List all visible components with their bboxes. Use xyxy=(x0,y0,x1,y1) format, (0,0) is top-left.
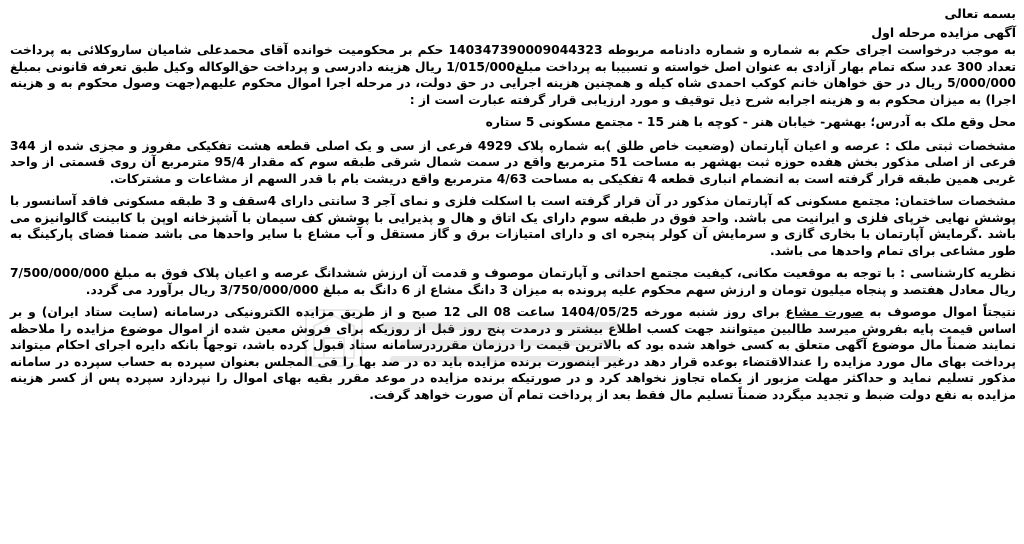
bismillah-heading: بسمه تعالی xyxy=(944,6,1016,21)
conclusion-rest: برای روز شنبه مورخه 1404/05/25 ساعت 08 الی 12 صبح و از طریق مزایده الکترونیکی درسامانه (سایت ستاد ایران) و بر اساس قیمت پایه بفروش میرسد طالبین میتوانند جهت کسب اطلاع بیشتر و درمدت پنج روز قبل از روزیکه برای فروش معین شده از اموال موضوع مزایده را ملاحظه نمایند ضمناً مال موضوع آگهی متعلق به کسی خواهد شده بود که بالاترین قیمت را درزمان مقرردرسامانه ستاد قبول کرده باشد، توجهاً بانکه دایره اجرای احکام میتواند پرداخت بهای مال مورد مزایده را عندالاقتضاء بوعده قرار دهد درغیر اینصورت برنده مزایده باید ده در صد بها را فی المجلس بعنوان سپرده به حساب سپرده در سامانه مذکور تسلیم نماید و حداکثر مهلت مزبور از یکماه تجاوز نخواهد کرد و در صورتیکه برنده مزایده در موعد مقرر بقیه بهای اموال را نپردازد سپرده پس از کسر هزینه مزایده به نفع دولت ضبط و تجدید میگردد ضمناً تسلیم مال فقط بعد از پرداخت تمام آن صورت خواهد گرفت. xyxy=(10,305,1016,402)
conclusion-underlined-term: صورت مشاع xyxy=(785,305,864,319)
expert-opinion-paragraph: نظریه کارشناسی : با توجه به موقعیت مکانی، کیفیت مجتمع احداثی و آپارتمان موصوف و قدمت آن ارزش ششدانگ عرصه و اعیان پلاک فوق به مبلغ 7/500/000/000 ریال معادل هفتصد و پنجاه میلیون تومان و ارزش سهم محکوم علیه پرونده به میزان 3 دانگ مشاع از 6 دانگ به مبلغ 3/750/000/000 ریال برآورد می گردد. xyxy=(10,266,1016,297)
conclusion-prefix: نتیجتاً اموال موصوف به xyxy=(863,305,1016,319)
conclusion-paragraph xyxy=(10,304,1016,403)
building-paragraph: مشخصات ساختمان: مجتمع مسکونی که آپارتمان مذکور در آن قرار گرفته است با اسکلت فلزی و نمای آجر 3 سانتی دارای 4سقف و 3 طبقه مسکونی فاقد آسانسور با پوشش نهایی خرپای فلزی و ایرانیت می باشد. واحد فوق در طبقه سوم دارای یک اتاق و هال و پذیرایی با پوشش کف سیمان با آشپزخانه اوپن با کابینت گالوانیزه می باشد .گرمایش آپارتمان با بخاری گازی و سرمایش آن کولر پنجره ای و دارای امتیازات برق و گاز مستقل و آب مشاع با سایر واحدها می باشد ضمنا فضای پارکینگ به طور مشاعی برای تمام واحدها می باشد. xyxy=(10,194,1016,258)
intro-paragraph: به موجب درخواست اجرای حکم به شماره و شماره دادنامه مربوطه 140347390009044323 حکم بر محکومیت خوانده آقای محمدعلی شامیان ساروکلائی به پرداخت تعداد 300 عدد سکه تمام بهار آزادی به عنوان اصل خواسته و تسبیبا به پرداخت مبلغ1/015/000 ریال هزینه دادرسی و پرداخت حق‌الوکاله وکیل طبق تعرفه قانونی بمبلغ 5/000/000 ریال در حق خواهان خانم کوکب احمدی شاه کیله و همچنین هزینه اجرایی در حق دولت، در مرحله اجرا اموال محکوم علیهم(جهت وصول محکوم به و هزینه اجرا) به میزان محکوم به و هزینه اجرابه شرح ذیل توقیف و مورد ارزیابی قرار گرفته عبارت است از : xyxy=(10,43,1017,107)
location-paragraph: محل وقع ملک به آدرس؛ بهشهر- خیابان هنر - کوچه با هنر 15 - مجتمع مسکونی 5 ستاره xyxy=(485,115,1016,129)
registry-paragraph: مشخصات ثبتی ملک : عرصه و اعیان آپارتمان (وضعیت خاص طلق )به شماره پلاک 4929 فرعی از سی و یک اصلی قطعه هشت تفکیکی مفروز و مجزی شده از 344 فرعی از اصلی مذکور بخش هفده حوزه ثبت بهشهر به مساحت 51 مترمربع واقع در سمت شمال شرقی طبقه سوم که مقدار 95/4 مترمربع آن روی قسمتی از واحد غربی همین طبقه قرار گرفته است به انضمام انباری قطعه 4 تفکیکی به مساحت 4/63 مترمربع واقع دریشت بام با قدر السهم از مشاعات و مشترکات. xyxy=(10,138,1017,186)
notice-title: آگهی مزایده مرحله اول xyxy=(871,25,1016,40)
